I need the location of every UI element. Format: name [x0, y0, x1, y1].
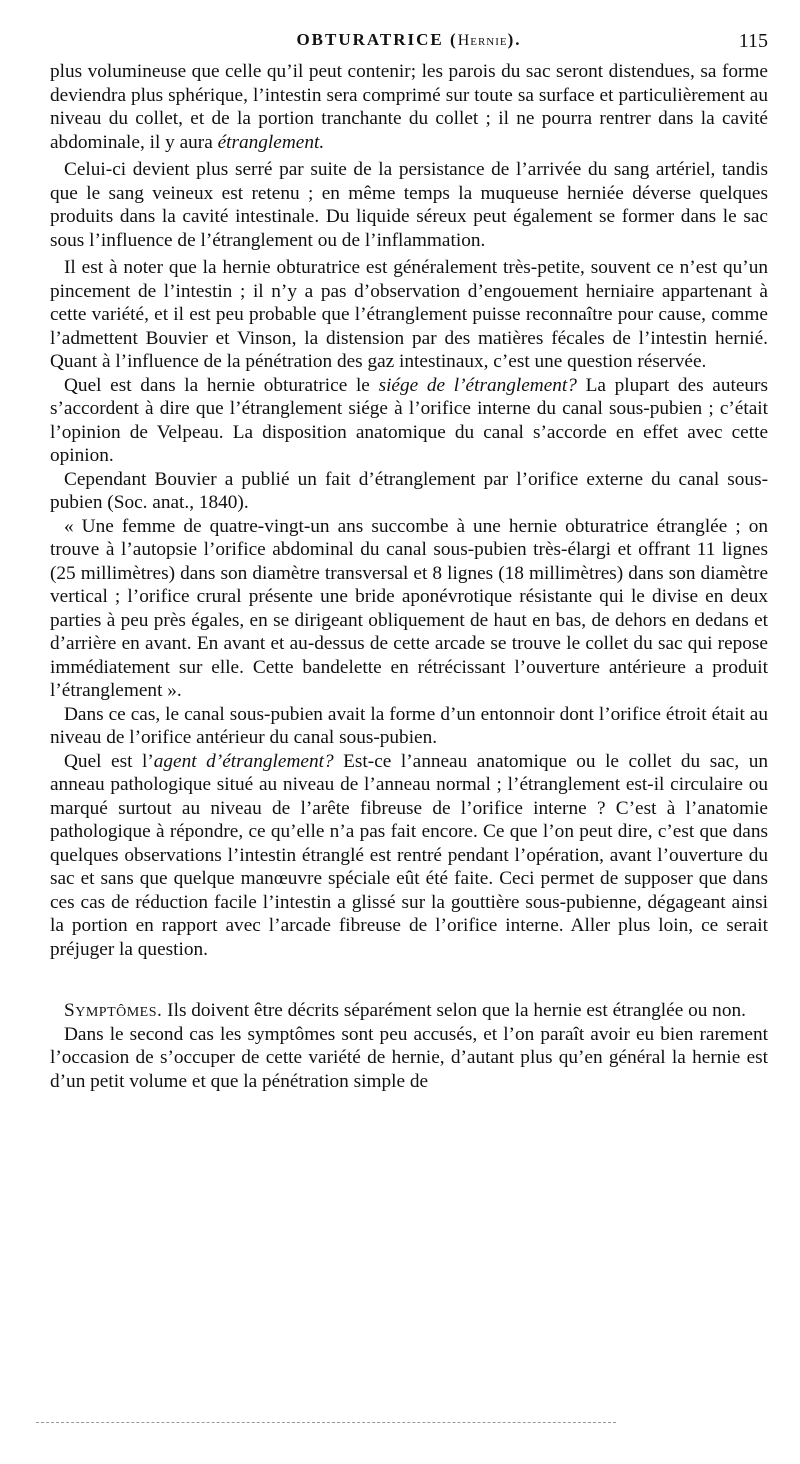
footer-rule [36, 1422, 616, 1423]
paragraph-10: Dans le second cas les symptômes sont peu accusés, et l’on paraît avoir eu bien rarement l’occasion de s’occuper de cette variété de hernie, d’autant plus qu’en général la hernie est d’un petit volume et que la pénétration simple de [50, 1023, 768, 1092]
paragraph-8-emphasis: agent d’étranglement? [153, 750, 334, 772]
paragraph-8-text-b: Est-ce l’anneau anatomique ou le collet du sac, un anneau pathologique situé au niveau de l’anneau normal ; l’étranglement est-il circulaire ou marqué surtout au niveau de l’arête fibreuse de l’orifice interne ? C’est à l’anatomie pathologique à répondre, ce qu’elle n’a pas fait encore. Ce que l’on peut dire, c’est que dans quelques observations l’intestin étranglé est rentré pendant l’opération, avant l’ouverture du sac et sans que quelque manœuvre spéciale eût été faite. Ceci permet de supposer que dans ces cas de réduction facile l’intestin a glissé sur la gouttière sous-pubienne, dégageant ainsi la portion en rapport avec l’arcade fibreuse de l’orifice interne. Aller plus loin, ce serait préjuger la question. [50, 750, 768, 960]
paragraph-4-emphasis: siége de l’étranglement? [378, 374, 577, 396]
paragraph-5: Cependant Bouvier a publié un fait d’étranglement par l’orifice externe du canal sous-pubien (Soc. anat., 1840). [50, 468, 768, 513]
running-header [48, 30, 770, 56]
header-title [48, 30, 770, 50]
header-title-end: ). [507, 30, 522, 49]
paragraph-4-text-b: La plupart des auteurs s’accordent à dire que l’étranglement siége à l’orifice interne du canal sous-pubien ; c’était l’opinion de Velpeau. La disposition anatomique du canal s’accorde en effet avec cette opinion. [50, 374, 768, 466]
paragraph-7: Dans ce cas, le canal sous-pubien avait la forme d’un entonnoir dont l’orifice étroit était au niveau de l’orifice antérieur du canal sous-pubien. [50, 703, 768, 748]
paragraph-1 [50, 60, 768, 154]
paragraph-symptomes-text: Ils doivent être décrits séparément selon que la hernie est étranglée ou non. [162, 1000, 746, 1021]
paragraph-8 [50, 750, 768, 962]
paragraph-1-emphasis: étranglement. [217, 131, 325, 153]
header-title-smallcaps: Hernie [457, 32, 508, 49]
section-heading-symptomes: Symptômes. [64, 1000, 163, 1021]
paragraph-8-text-a: Quel est l’ [64, 750, 154, 772]
body-text [50, 60, 768, 1093]
paragraph-1-text: plus volumineuse que celle qu’il peut contenir; les parois du sac seront distendues, sa forme deviendra plus sphérique, l’intestin sera comprimé sur toute sa surface et particulièrement au niveau du collet, et de la portion tranchante du collet ; il ne pourra rentrer dans la cavité abdominale, il y aura [50, 61, 768, 153]
paragraph-4 [50, 374, 768, 468]
page-number: 115 [738, 30, 768, 52]
paragraph-2: Celui-ci devient plus serré par suite de la persistance de l’arrivée du sang artériel, tandis que le sang veineux est retenu ; en même temps la muqueuse herniée déverse quelques produits dans la cavité intestinale. Du liquide séreux peut également se former dans le sac sous l’influence de l’étranglement ou de l’inflammation. [50, 159, 768, 251]
paragraph-symptomes [50, 999, 768, 1023]
paragraph-3: Il est à noter que la hernie obturatrice est généralement très-petite, souvent ce n’est qu’un pincement de l’intestin ; il n’y a pas d’observation d’engouement herniaire appartenant à cette variété, et il est peu probable que l’étranglement puisse reconnaître pour cause, comme l’admettent Bouvier et Vinson, la distension par des matières fécales de l’intestin hernié. Quant à l’influence de la pénétration des gaz intestinaux, c’est une question réservée. [50, 257, 768, 372]
paragraph-4-text-a: Quel est dans la hernie obturatrice le [64, 374, 379, 396]
header-title-main: OBTURATRICE ( [296, 30, 458, 49]
paragraph-6-quote: « Une femme de quatre-vingt-un ans succombe à une hernie obturatrice étranglée ; on trouve à l’autopsie l’orifice abdominal du canal sous-pubien très-élargi et offrant 11 lignes (25 millimètres) dans son diamètre transversal et 8 lignes (18 millimètres) dans son diamètre vertical ; l’orifice crural présente une bride aponévrotique résistante qui le divise en deux parties à peu près égales, en se dirigeant obliquement de haut en bas, de dehors en dedans et d’arrière en avant. En avant et au-dessus de cette arcade se trouve le collet du sac qui repose immédiatement sur elle. Cette bandelette en rétrécissant l’ouverture antérieure a produit l’étranglement ». [50, 515, 768, 701]
